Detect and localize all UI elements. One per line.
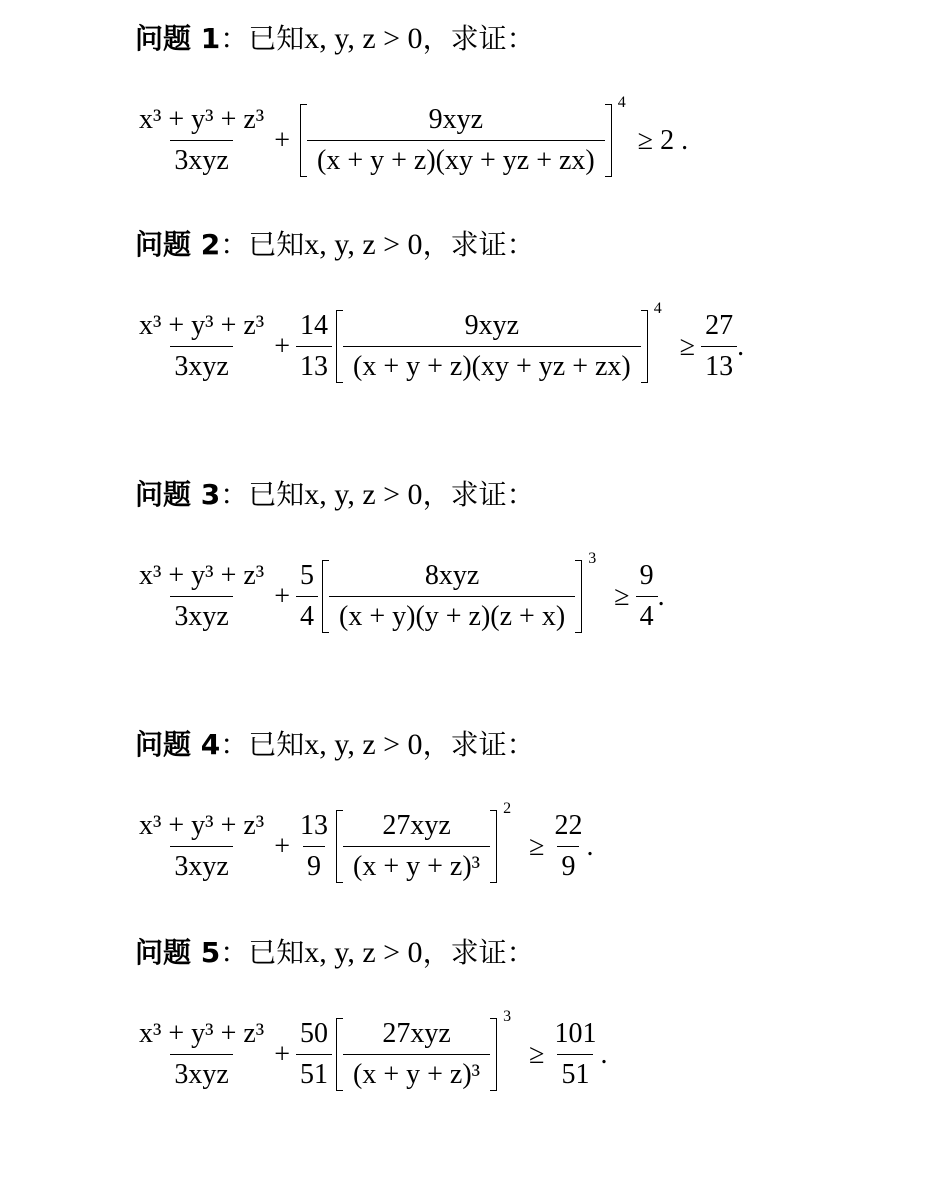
- problem-label: 问题 4: [135, 728, 221, 761]
- problem-label: 问题 3: [135, 478, 221, 511]
- lhs-fraction: $\frac{\text{x³ + y³ + z³}}{\text{3xyz}}$: [139, 310, 265, 382]
- inequality: [135, 300, 745, 383]
- plus-sign: +: [274, 330, 290, 362]
- plus-sign: +: [274, 124, 290, 156]
- condition-math: x, y, z > 0: [304, 728, 423, 761]
- problem-1: [135, 22, 689, 176]
- geq-sign: ≥: [529, 830, 545, 862]
- lhs-fraction: $\frac{\text{x³ + y³ + z³}}{\text{3xyz}}$: [139, 560, 265, 632]
- problem-label: 问题 2: [135, 228, 221, 261]
- problem-title: 问题 2：已知x, y, z > 0，求证：: [135, 228, 535, 261]
- rhs-fraction: $\frac{9}{4}$: [636, 560, 658, 633]
- bracket-group: [336, 1008, 512, 1091]
- prove-text: ，求证：: [422, 22, 535, 55]
- condition-math: x, y, z > 0: [304, 22, 423, 55]
- inequality: [135, 550, 665, 633]
- problem-title: 问题 1：已知x, y, z > 0，求证：: [135, 22, 535, 55]
- bracket-group: [336, 300, 662, 383]
- right-bracket: [605, 104, 612, 177]
- condition-math: x, y, z > 0: [304, 228, 423, 261]
- coefficient-fraction: $\frac{5}{4}$: [296, 560, 318, 633]
- bracket-group: [300, 94, 626, 177]
- problem-label: 问题 1: [135, 22, 221, 55]
- rhs: [523, 810, 593, 883]
- plus-sign: +: [274, 1038, 290, 1070]
- rhs-value: ≥ 2 .: [637, 124, 689, 156]
- prove-text: ，求证：: [422, 228, 535, 261]
- left-bracket: [300, 104, 307, 177]
- problem-label: 问题 5: [135, 936, 221, 969]
- prove-text: ，求证：: [422, 728, 535, 761]
- period: .: [737, 330, 745, 362]
- exponent: 3: [588, 550, 597, 567]
- inner-fraction: $\frac{\text{9xyz}}{(x + y + z)(xy + yz + zx)}$: [307, 104, 605, 177]
- geq-sign: ≥: [614, 580, 630, 612]
- problem-title: 问题 5：已知x, y, z > 0，求证：: [135, 936, 535, 969]
- problem-5: [135, 936, 608, 1090]
- left-bracket: [336, 310, 343, 383]
- bracket-group: [322, 550, 597, 633]
- left-bracket: [336, 810, 343, 883]
- problem-4: [135, 728, 594, 882]
- inequality: [135, 1008, 608, 1091]
- rhs-fraction: $\frac{101}{51}$: [554, 1018, 597, 1090]
- known-text: 已知: [248, 228, 305, 261]
- geq-sign: ≥: [529, 1038, 545, 1070]
- problem-2: [135, 228, 745, 382]
- inner-fraction: $\frac{\text{27xyz}}{\text{(x + y + z)³}}$: [343, 1018, 490, 1091]
- inner-fraction: $\frac{\text{27xyz}}{\text{(x + y + z)³}}$: [343, 810, 490, 883]
- period: .: [657, 580, 665, 612]
- plus-sign: +: [274, 830, 290, 862]
- known-text: 已知: [248, 478, 305, 511]
- lhs-fraction: $\frac{\text{x³ + y³ + z³}}{\text{3xyz}}$: [139, 104, 265, 176]
- rhs: [674, 310, 744, 383]
- problem-title: 问题 3：已知x, y, z > 0，求证：: [135, 478, 535, 511]
- coefficient-fraction: $\frac{50}{51}$: [296, 1018, 332, 1091]
- prove-text: ，求证：: [422, 478, 535, 511]
- exponent: 3: [503, 1008, 512, 1025]
- inequality: [135, 800, 594, 883]
- right-bracket: [575, 560, 582, 633]
- plus-sign: +: [274, 580, 290, 612]
- rhs: [608, 560, 664, 633]
- condition-math: x, y, z > 0: [304, 478, 423, 511]
- rhs-fraction: $\frac{27}{13}$: [701, 310, 737, 383]
- rhs-fraction: $\frac{22}{9}$: [554, 810, 583, 882]
- problem-title: 问题 4：已知x, y, z > 0，求证：: [135, 728, 535, 761]
- right-bracket: [641, 310, 648, 383]
- right-bracket: [490, 1018, 497, 1091]
- bracket-group: [336, 800, 512, 883]
- inner-fraction: $\frac{\text{9xyz}}{(x + y + z)(xy + yz + zx)}$: [343, 310, 641, 383]
- inner-fraction: $\frac{\text{8xyz}}{(x + y)(y + z)(z + x)}$: [329, 560, 575, 633]
- lhs-fraction: $\frac{\text{x³ + y³ + z³}}{\text{3xyz}}$: [139, 810, 265, 882]
- inequality: [135, 94, 689, 177]
- left-bracket: [322, 560, 329, 633]
- exponent: 2: [503, 800, 512, 817]
- exponent: 4: [653, 300, 662, 317]
- geq-sign: ≥: [679, 330, 696, 362]
- right-bracket: [490, 810, 497, 883]
- condition-math: x, y, z > 0: [304, 936, 423, 969]
- rhs: [523, 1018, 607, 1091]
- problem-3: [135, 478, 665, 632]
- lhs-fraction: $\frac{\text{x³ + y³ + z³}}{\text{3xyz}}$: [139, 1018, 265, 1090]
- period: .: [600, 1038, 608, 1070]
- known-text: 已知: [248, 728, 305, 761]
- prove-text: ，求证：: [422, 936, 535, 969]
- known-text: 已知: [248, 936, 305, 969]
- exponent: 4: [617, 94, 626, 111]
- left-bracket: [336, 1018, 343, 1091]
- coefficient-fraction: $\frac{14}{13}$: [296, 310, 332, 383]
- coefficient-fraction: $\frac{13}{9}$: [300, 810, 328, 882]
- period: .: [586, 830, 594, 862]
- known-text: 已知: [248, 22, 305, 55]
